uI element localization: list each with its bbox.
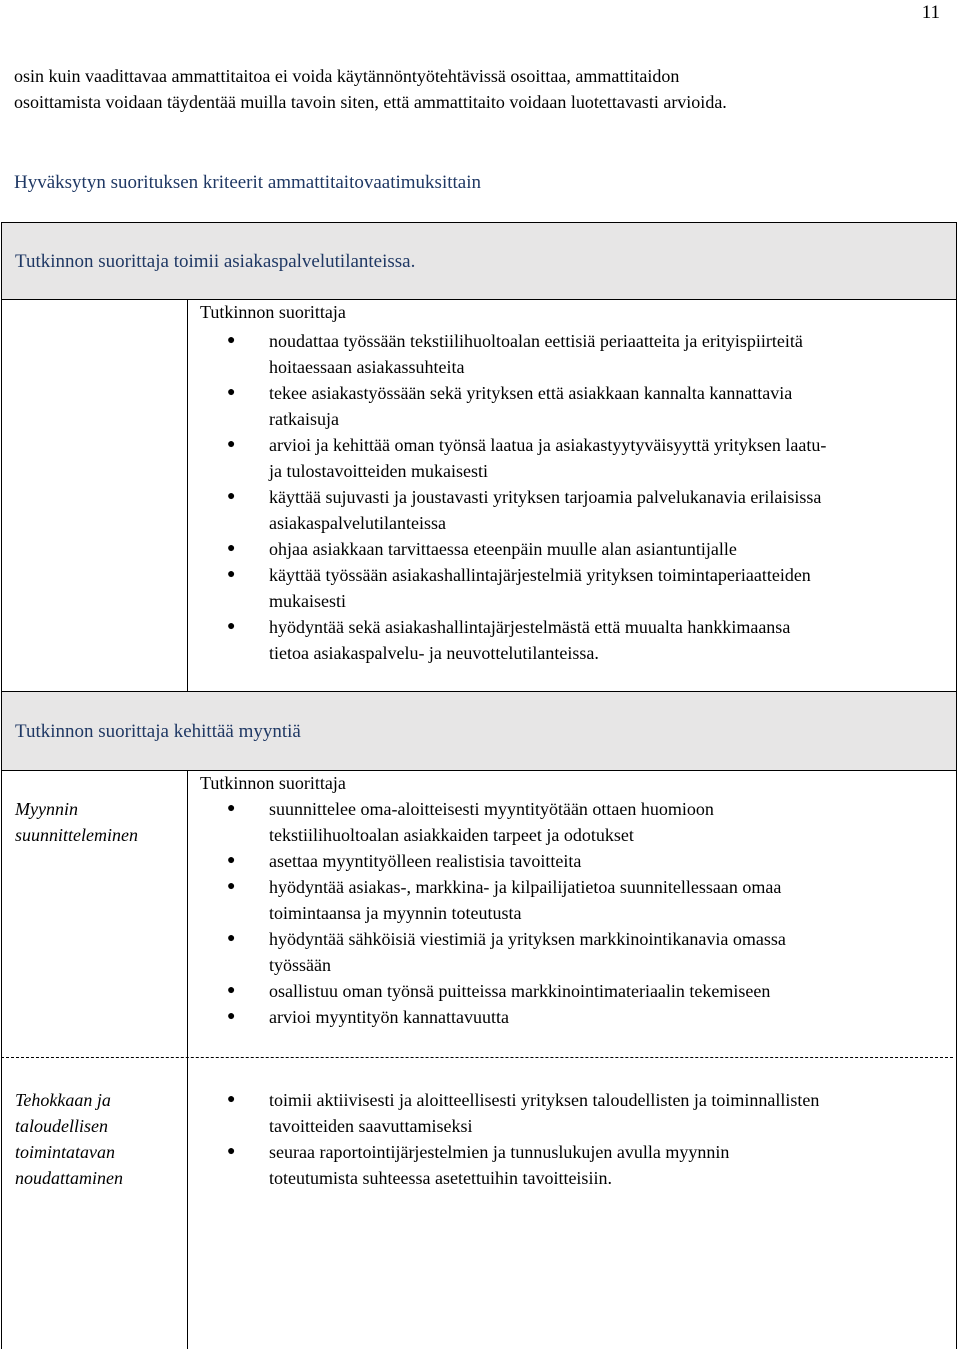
bullet-icon: ●	[227, 489, 236, 504]
bullet-icon: ●	[227, 1092, 236, 1107]
list-item-line: suunnittelee oma-aloitteisesti myyntityötään ottaen huomioon	[269, 799, 714, 819]
list-item-line: työssään	[269, 955, 331, 975]
criteria-list	[227, 796, 949, 1030]
intro-line: osoittamista voidaan täydentää muilla tavoin siten, että ammattitaito voidaan luotettavasti arvioida.	[14, 92, 727, 112]
list-item-line: hyödyntää asiakas-, markkina- ja kilpailijatietoa suunnitellessaan omaa	[269, 877, 782, 897]
list-item-line: ratkaisuja	[269, 409, 339, 429]
row-label	[15, 796, 180, 848]
row-label	[15, 1087, 180, 1191]
list-item-line: käyttää sujuvasti ja joustavasti yrityksen tarjoamia palvelukanavia erilaisissa	[269, 487, 822, 507]
criteria-list	[227, 328, 949, 666]
column-divider	[187, 1057, 188, 1349]
bullet-icon: ●	[227, 1144, 236, 1159]
row-label-line: taloudellisen	[15, 1116, 108, 1136]
bullet-icon: ●	[227, 437, 236, 452]
table-row	[1, 770, 957, 1057]
criteria-heading: Hyväksytyn suorituksen kriteerit ammattitaitovaatimuksittain	[14, 172, 481, 193]
bullet-icon: ●	[227, 931, 236, 946]
list-item	[227, 1004, 949, 1030]
list-item-line: hoitaessaan asiakassuhteita	[269, 357, 465, 377]
lead-text: Tutkinnon suorittaja	[200, 773, 346, 793]
bullet-icon: ●	[227, 567, 236, 582]
bullet-icon: ●	[227, 879, 236, 894]
list-item	[227, 328, 949, 380]
row-label-line: Myynnin	[15, 799, 78, 819]
list-item-line: ja tulostavoitteiden mukaisesti	[269, 461, 488, 481]
bullet-icon: ●	[227, 1009, 236, 1024]
list-item-line: hyödyntää sekä asiakashallintajärjestelmästä että muualta hankkimaansa	[269, 617, 791, 637]
column-divider	[187, 299, 188, 691]
list-item-line: toteutumista suhteessa asetettuihin tavoitteisiin.	[269, 1168, 612, 1188]
row-label-line: Tehokkaan ja	[15, 1090, 111, 1110]
list-item	[227, 484, 949, 536]
intro-paragraph	[14, 63, 934, 115]
list-item	[227, 614, 949, 666]
section-heading-customer-service: Tutkinnon suorittaja toimii asiakaspalvelutilanteissa.	[1, 222, 957, 300]
list-item-line: ohjaa asiakkaan tarvittaessa eteenpäin muulle alan asiantuntijalle	[269, 539, 737, 559]
list-item-line: osallistuu oman työnsä puitteissa markkinointimateriaalin tekemiseen	[269, 981, 771, 1001]
list-item-line: tavoitteiden saavuttamiseksi	[269, 1116, 473, 1136]
bullet-icon: ●	[227, 983, 236, 998]
list-item-line: tekee asiakastyössään sekä yrityksen että asiakkaan kannalta kannattavia	[269, 383, 793, 403]
lead-text: Tutkinnon suorittaja	[200, 302, 346, 322]
row-label-line: noudattaminen	[15, 1168, 123, 1188]
intro-line: osin kuin vaadittavaa ammattitaitoa ei voida käytännöntyötehtävissä osoittaa, ammattitaidon	[14, 66, 680, 86]
list-item-line: noudattaa työssään tekstiilihuoltoalan eettisiä periaatteita ja erityispiirteitä	[269, 331, 803, 351]
list-item	[227, 978, 949, 1004]
list-item	[227, 562, 949, 614]
bullet-icon: ●	[227, 333, 236, 348]
bullet-icon: ●	[227, 541, 236, 556]
column-divider	[187, 770, 188, 1057]
list-item	[227, 848, 949, 874]
list-item-line: asiakaspalvelutilanteissa	[269, 513, 446, 533]
list-item-line: toimii aktiivisesti ja aloitteellisesti yrityksen taloudellisten ja toiminnallisten	[269, 1090, 820, 1110]
bullet-icon: ●	[227, 801, 236, 816]
criteria-list	[227, 1087, 949, 1191]
row-label-line: toimintatavan	[15, 1142, 115, 1162]
page-number: 11	[921, 2, 940, 23]
list-item-line: seuraa raportointijärjestelmien ja tunnuslukujen avulla myynnin	[269, 1142, 730, 1162]
list-item-line: tietoa asiakaspalvelu- ja neuvottelutilanteissa.	[269, 643, 599, 663]
list-item-line: mukaisesti	[269, 591, 346, 611]
bullet-icon: ●	[227, 385, 236, 400]
list-item-line: arvioi myyntityön kannattavuutta	[269, 1007, 509, 1027]
list-item-line: arvioi ja kehittää oman työnsä laatua ja asiakastyytyväisyyttä yrityksen laatu-	[269, 435, 827, 455]
list-item	[227, 380, 949, 432]
table-row	[1, 1057, 957, 1349]
bullet-icon: ●	[227, 619, 236, 634]
list-item	[227, 1139, 949, 1191]
list-item-line: käyttää työssään asiakashallintajärjestelmiä yrityksen toimintaperiaatteiden	[269, 565, 811, 585]
list-item	[227, 926, 949, 978]
list-item	[227, 1087, 949, 1139]
list-item	[227, 874, 949, 926]
row-label-line: suunnitteleminen	[15, 825, 138, 845]
list-item-line: asettaa myyntityölleen realistisia tavoitteita	[269, 851, 582, 871]
bullet-icon: ●	[227, 853, 236, 868]
table-row	[1, 299, 957, 692]
list-item-line: tekstiilihuoltoalan asiakkaiden tarpeet ja odotukset	[269, 825, 634, 845]
list-item-line: toimintaansa ja myynnin toteutusta	[269, 903, 522, 923]
list-item-line: hyödyntää sähköisiä viestimiä ja yrityksen markkinointikanavia omassa	[269, 929, 786, 949]
section-heading-sales: Tutkinnon suorittaja kehittää myyntiä	[1, 691, 957, 771]
list-item	[227, 432, 949, 484]
list-item	[227, 796, 949, 848]
list-item	[227, 536, 949, 562]
